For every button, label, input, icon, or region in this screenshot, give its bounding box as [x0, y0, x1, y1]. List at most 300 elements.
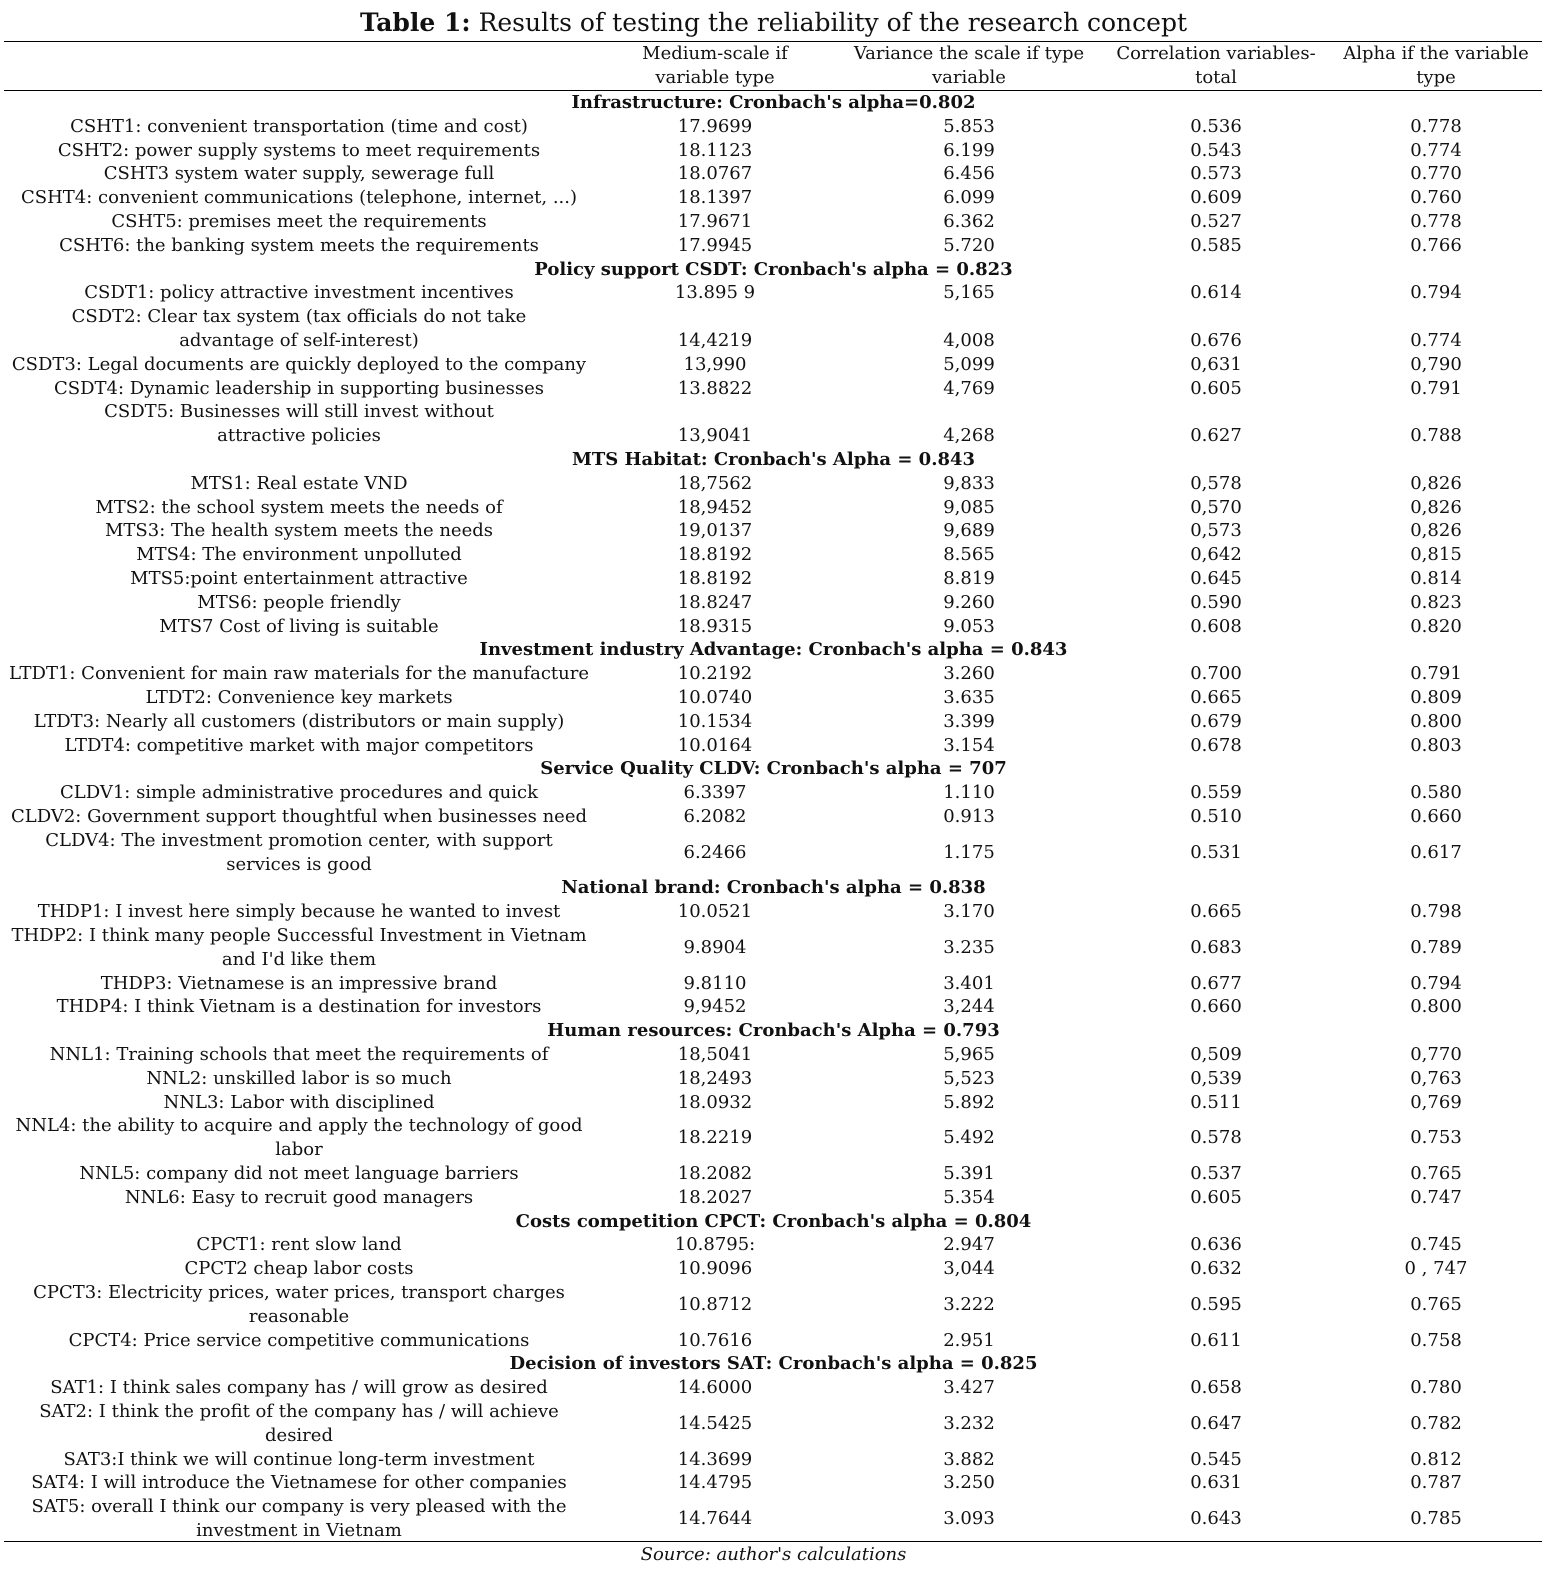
bottom-rule — [4, 1541, 1542, 1542]
section-title: Human resources: Cronbach's Alpha = 0.793 — [547, 1020, 1000, 1042]
item-label — [0, 567, 598, 591]
table-row — [0, 1162, 1547, 1186]
mean-value: 14.4795 — [677, 1472, 753, 1494]
mean-value: 18.2027 — [677, 1186, 753, 1208]
table-row — [0, 1043, 1547, 1067]
table-row — [0, 543, 1547, 567]
section-title: MTS Habitat: Cronbach's Alpha = 0.843 — [571, 449, 976, 470]
alpha-value: 0.794 — [1410, 282, 1462, 304]
variance-value: 4,268 — [943, 424, 995, 446]
mean-value: 18,7562 — [677, 472, 753, 494]
item-label-line: CSHT6: the banking system meets the requirements — [59, 234, 539, 256]
mean-value: 18.2082 — [677, 1162, 753, 1184]
alpha-value: 0.780 — [1410, 1377, 1462, 1399]
table-row — [0, 1233, 1547, 1257]
table-row — [0, 400, 1547, 448]
correlation-value: 0.609 — [1190, 187, 1242, 209]
item-label-line: SAT2: I think the profit of the company has / will achieve — [39, 1400, 559, 1422]
mean-value: 10.9096 — [677, 1258, 753, 1280]
item-label-line: THDP1: I invest here simply because he wanted to invest — [37, 901, 561, 923]
alpha-value: 0.765 — [1410, 1293, 1462, 1315]
item-label — [0, 734, 598, 758]
variance-value: 5.720 — [943, 234, 995, 256]
header-mean-line2: variable type — [655, 67, 775, 88]
variance-value: 3.635 — [943, 686, 995, 708]
item-label — [0, 1067, 598, 1091]
correlation-value: 0,642 — [1190, 544, 1242, 566]
correlation-value: 0.643 — [1190, 1507, 1242, 1529]
variance-value: 3.232 — [943, 1412, 995, 1434]
item-label — [0, 924, 598, 972]
item-label — [0, 1376, 598, 1400]
alpha-value: 0,763 — [1410, 1067, 1462, 1089]
item-label-line: SAT1: I think sales company has / will grow as desired — [50, 1377, 548, 1399]
correlation-value: 0.700 — [1190, 663, 1242, 685]
alpha-value: 0.747 — [1410, 1186, 1462, 1208]
item-label — [0, 591, 598, 615]
item-label-line: CSHT5: premises meet the requirements — [111, 210, 487, 232]
table-row — [0, 139, 1547, 163]
mean-value: 18,2493 — [677, 1067, 753, 1089]
mean-value: 13,990 — [683, 353, 747, 375]
item-label — [0, 995, 598, 1019]
alpha-value: 0,815 — [1410, 544, 1462, 566]
section-title: National brand: Cronbach's alpha = 0.838 — [561, 877, 986, 899]
item-label — [0, 543, 598, 567]
item-label — [0, 1043, 598, 1067]
alpha-value: 0.660 — [1410, 805, 1462, 827]
correlation-value: 0,631 — [1190, 353, 1242, 375]
correlation-value: 0.665 — [1190, 686, 1242, 708]
mean-value: 18.1123 — [677, 139, 753, 161]
correlation-value: 0.559 — [1190, 782, 1242, 804]
alpha-value: 0,826 — [1410, 496, 1462, 518]
table-row — [0, 1448, 1547, 1472]
item-label — [0, 686, 598, 710]
item-label-line: CSHT3 system water supply, sewerage full — [103, 163, 495, 185]
item-label-line: NNL1: Training schools that meet the requirements of — [49, 1043, 549, 1065]
table-row — [0, 186, 1547, 210]
mean-value: 18.8192 — [677, 544, 753, 566]
alpha-value: 0 , 747 — [1404, 1258, 1468, 1280]
variance-value: 5,523 — [943, 1067, 995, 1089]
item-label — [0, 1495, 598, 1543]
table-row — [0, 519, 1547, 543]
item-label-line: desired — [265, 1424, 333, 1446]
variance-value: 3.250 — [943, 1472, 995, 1494]
mean-value: 10.0164 — [677, 734, 753, 756]
mean-value: 18.0767 — [677, 163, 753, 185]
alpha-value: 0.789 — [1410, 936, 1462, 958]
mean-value: 6.2466 — [683, 841, 747, 863]
mean-value: 19,0137 — [677, 520, 753, 542]
item-label — [0, 1281, 598, 1329]
variance-value: 6.199 — [943, 139, 995, 161]
correlation-value: 0.665 — [1190, 901, 1242, 923]
header-correlation-line2: total — [1195, 67, 1237, 88]
alpha-value: 0.791 — [1410, 663, 1462, 685]
correlation-value: 0.590 — [1190, 591, 1242, 613]
item-label-line: CSHT2: power supply systems to meet requirements — [57, 139, 541, 161]
variance-value: 3.399 — [943, 710, 995, 732]
table-row — [0, 162, 1547, 186]
item-label — [0, 662, 598, 686]
table-row — [0, 781, 1547, 805]
variance-value: 9,085 — [943, 496, 995, 518]
correlation-value: 0.614 — [1190, 282, 1242, 304]
mean-value: 18.9315 — [677, 615, 753, 637]
correlation-value: 0.527 — [1190, 210, 1242, 232]
item-label-line: CSDT4: Dynamic leadership in supporting businesses — [53, 377, 545, 399]
section-title: Policy support CSDT: Cronbach's alpha = 0.823 — [534, 258, 1013, 280]
alpha-value: 0,790 — [1410, 353, 1462, 375]
alpha-value: 0.823 — [1410, 591, 1462, 613]
correlation-value: 0.645 — [1190, 567, 1242, 589]
table-row — [0, 281, 1547, 305]
item-label — [0, 377, 598, 401]
mean-value: 10.8712 — [677, 1293, 753, 1315]
alpha-value: 0.787 — [1410, 1472, 1462, 1494]
mean-value: 17.9671 — [677, 210, 753, 232]
alpha-value: 0.760 — [1410, 187, 1462, 209]
mean-value: 18.1397 — [677, 187, 753, 209]
correlation-value: 0.585 — [1190, 234, 1242, 256]
item-label — [0, 781, 598, 805]
variance-value: 5,165 — [943, 282, 995, 304]
mean-value: 18.8247 — [677, 591, 753, 613]
item-label — [0, 1448, 598, 1472]
alpha-value: 0.803 — [1410, 734, 1462, 756]
table-row — [0, 900, 1547, 924]
item-label — [0, 710, 598, 734]
item-label-line: THDP3: Vietnamese is an impressive brand — [100, 972, 498, 994]
mean-value: 10.7616 — [677, 1329, 753, 1351]
correlation-value: 0.677 — [1190, 972, 1242, 994]
item-label-line: MTS1: Real estate VND — [190, 472, 408, 494]
table-row — [0, 1281, 1547, 1329]
item-label — [0, 210, 598, 234]
section-title: Infrastructure: Cronbach's alpha=0.802 — [571, 92, 976, 113]
item-label-line: and I'd like them — [221, 948, 377, 970]
header-variance-line2: variable — [932, 67, 1006, 88]
variance-value: 6.362 — [943, 210, 995, 232]
item-label-line: MTS6: people friendly — [197, 591, 401, 613]
item-label — [0, 1186, 598, 1210]
table-row — [0, 1091, 1547, 1115]
item-label-line: MTS2: the school system meets the needs of — [95, 496, 503, 518]
item-label-line: NNL4: the ability to acquire and apply the technology of good — [15, 1115, 583, 1137]
alpha-value: 0,826 — [1410, 520, 1462, 542]
alpha-value: 0.778 — [1410, 210, 1462, 232]
mean-value: 18.2219 — [677, 1127, 753, 1149]
item-label — [0, 353, 598, 377]
item-label-line: LTDT1: Convenient for main raw materials for the manufacture — [9, 663, 589, 685]
variance-value: 3,244 — [943, 996, 995, 1018]
item-label-line: SAT3:I think we will continue long-term investment — [63, 1448, 535, 1470]
mean-value: 10.8795: — [674, 1234, 756, 1256]
variance-value: 4,769 — [943, 377, 995, 399]
variance-value: 9,833 — [943, 472, 995, 494]
alpha-value: 0.782 — [1410, 1412, 1462, 1434]
mean-value: 18,9452 — [677, 496, 753, 518]
mean-value: 14.5425 — [677, 1412, 753, 1434]
table-row — [0, 1067, 1547, 1091]
item-label — [0, 186, 598, 210]
alpha-value: 0.814 — [1410, 567, 1462, 589]
alpha-value: 0.766 — [1410, 234, 1462, 256]
item-label-line: CLDV4: The investment promotion center, with support — [45, 829, 553, 851]
item-label-line: NNL5: company did not meet language barriers — [79, 1162, 519, 1184]
alpha-value: 0.774 — [1410, 329, 1462, 351]
table-row — [0, 1495, 1547, 1543]
variance-value: 1.175 — [943, 841, 995, 863]
table-row — [0, 115, 1547, 139]
alpha-value: 0.778 — [1410, 115, 1462, 137]
item-label — [0, 1400, 598, 1448]
table-title-label: Table 1: — [359, 8, 471, 37]
item-label — [0, 805, 598, 829]
item-label-line: THDP2: I think many people Successful Investment in Vietnam — [11, 924, 587, 946]
correlation-value: 0,539 — [1190, 1067, 1242, 1089]
mean-value: 18.0932 — [677, 1091, 753, 1113]
mean-value: 10.1534 — [677, 710, 753, 732]
alpha-value: 0,826 — [1410, 472, 1462, 494]
item-label-line: NNL2: unskilled labor is so much — [146, 1067, 452, 1089]
item-label-line: CPCT3: Electricity prices, water prices, transport charges — [33, 1281, 565, 1303]
item-label — [0, 234, 598, 258]
correlation-value: 0.658 — [1190, 1377, 1242, 1399]
correlation-value: 0.595 — [1190, 1293, 1242, 1315]
variance-value: 5,099 — [943, 353, 995, 375]
variance-value: 1.110 — [943, 782, 995, 804]
table-row — [0, 710, 1547, 734]
item-label-line: CSDT3: Legal documents are quickly deployed to the company — [11, 353, 587, 375]
item-label — [0, 1233, 598, 1257]
correlation-value: 0.627 — [1190, 424, 1242, 446]
table-row — [0, 995, 1547, 1019]
table-row — [0, 305, 1547, 353]
item-label — [0, 305, 598, 353]
correlation-value: 0.545 — [1190, 1448, 1242, 1470]
variance-value: 9.260 — [943, 591, 995, 613]
table-row — [0, 567, 1547, 591]
item-label — [0, 1114, 598, 1162]
variance-value: 3.882 — [943, 1448, 995, 1470]
alpha-value: 0.785 — [1410, 1507, 1462, 1529]
table-row — [0, 353, 1547, 377]
mean-value: 18,5041 — [677, 1043, 753, 1065]
alpha-value: 0.753 — [1410, 1127, 1462, 1149]
item-label-line: NNL6: Easy to recruit good managers — [124, 1186, 474, 1208]
table-row — [0, 1471, 1547, 1495]
correlation-value: 0.605 — [1190, 1186, 1242, 1208]
alpha-value: 0.788 — [1410, 424, 1462, 446]
table-row — [0, 1257, 1547, 1281]
mean-value: 10.2192 — [677, 663, 753, 685]
correlation-value: 0.678 — [1190, 734, 1242, 756]
variance-value: 3.093 — [943, 1507, 995, 1529]
item-label-line: SAT5: overall I think our company is very pleased with the — [31, 1495, 567, 1517]
alpha-value: 0.809 — [1410, 686, 1462, 708]
item-label-line: MTS5:point entertainment attractive — [130, 567, 468, 589]
item-label-line: LTDT4: competitive market with major competitors — [64, 734, 534, 756]
mean-value: 9,9452 — [683, 996, 747, 1018]
item-label — [0, 972, 598, 996]
table-row — [0, 829, 1547, 877]
mean-value: 17.9699 — [677, 115, 753, 137]
correlation-value: 0.647 — [1190, 1412, 1242, 1434]
variance-value: 5.892 — [943, 1091, 995, 1113]
item-label — [0, 1329, 598, 1353]
correlation-value: 0,509 — [1190, 1043, 1242, 1065]
alpha-value: 0,770 — [1410, 1043, 1462, 1065]
mean-value: 13.895 9 — [674, 282, 756, 304]
mean-value: 6.3397 — [683, 782, 747, 804]
correlation-value: 0.511 — [1190, 1091, 1242, 1113]
item-label-line: services is good — [226, 853, 372, 875]
item-label — [0, 162, 598, 186]
table-row — [0, 686, 1547, 710]
item-label-line: CPCT1: rent slow land — [196, 1234, 402, 1256]
alpha-value: 0.774 — [1410, 139, 1462, 161]
item-label-line: CLDV2: Government support thoughtful when businesses need — [10, 805, 588, 827]
alpha-value: 0.820 — [1410, 615, 1462, 637]
variance-value: 5,965 — [943, 1043, 995, 1065]
alpha-value: 0.580 — [1410, 782, 1462, 804]
correlation-value: 0.510 — [1190, 805, 1242, 827]
mean-value: 14.7644 — [677, 1507, 753, 1529]
header-correlation-line1: Correlation variables- — [1116, 43, 1316, 64]
item-label-line: LTDT2: Convenience key markets — [145, 686, 453, 708]
mean-value: 14,4219 — [677, 329, 753, 351]
table-row — [0, 734, 1547, 758]
variance-value: 3.260 — [943, 663, 995, 685]
item-label-line: investment in Vietnam — [196, 1519, 402, 1541]
mean-value: 13,9041 — [677, 424, 753, 446]
item-label — [0, 139, 598, 163]
mean-value: 14.3699 — [677, 1448, 753, 1470]
item-label — [0, 829, 598, 877]
table-row — [0, 377, 1547, 401]
table-row — [0, 615, 1547, 639]
variance-value: 3.401 — [943, 972, 995, 994]
item-label-line: LTDT3: Nearly all customers (distributors or main supply) — [33, 710, 565, 732]
alpha-value: 0.812 — [1410, 1448, 1462, 1470]
table-row — [0, 1376, 1547, 1400]
correlation-value: 0,578 — [1190, 472, 1242, 494]
item-label-line: reasonable — [248, 1305, 350, 1327]
variance-value: 5.354 — [943, 1186, 995, 1208]
item-label-line: MTS4: The environment unpolluted — [136, 544, 462, 566]
variance-value: 5.391 — [943, 1162, 995, 1184]
variance-value: 8.819 — [943, 567, 995, 589]
header-variance — [849, 43, 1089, 89]
item-label-line: CLDV1: simple administrative procedures and quick — [59, 782, 539, 804]
correlation-value: 0.632 — [1190, 1258, 1242, 1280]
correlation-value: 0.605 — [1190, 377, 1242, 399]
item-label-line: CPCT4: Price service competitive communications — [68, 1329, 530, 1351]
mean-value: 18.8192 — [677, 567, 753, 589]
alpha-value: 0,769 — [1410, 1091, 1462, 1113]
mean-value: 9.8904 — [683, 936, 747, 958]
variance-value: 5.853 — [943, 115, 995, 137]
item-label — [0, 115, 598, 139]
alpha-value: 0.765 — [1410, 1162, 1462, 1184]
table-row — [0, 662, 1547, 686]
alpha-value: 0.800 — [1410, 996, 1462, 1018]
table-row — [0, 805, 1547, 829]
item-label — [0, 519, 598, 543]
variance-value: 9.053 — [943, 615, 995, 637]
header-variance-line1: Variance the scale if type — [853, 43, 1085, 64]
variance-value: 3,044 — [943, 1258, 995, 1280]
source-note: Source: author's calculations — [640, 1544, 907, 1565]
item-label — [0, 281, 598, 305]
variance-value: 3.427 — [943, 1377, 995, 1399]
header-alpha — [1326, 43, 1546, 89]
item-label-line: advantage of self-interest) — [179, 329, 419, 351]
variance-value: 9,689 — [943, 520, 995, 542]
item-label-line: CSHT4: convenient communications (telephone, internet, ...) — [20, 187, 578, 209]
section-title: Decision of investors SAT: Cronbach's alpha = 0.825 — [509, 1353, 1038, 1375]
alpha-value: 0.798 — [1410, 901, 1462, 923]
mean-value: 10.0521 — [677, 901, 753, 923]
item-label — [0, 900, 598, 924]
item-label — [0, 615, 598, 639]
item-label — [0, 400, 598, 448]
correlation-value: 0.683 — [1190, 936, 1242, 958]
variance-value: 6.099 — [943, 187, 995, 209]
item-label-line: labor — [275, 1139, 323, 1161]
table-row — [0, 1329, 1547, 1353]
table-row — [0, 472, 1547, 496]
item-label-line: attractive policies — [217, 425, 381, 447]
correlation-value: 0.660 — [1190, 996, 1242, 1018]
variance-value: 5.492 — [943, 1127, 995, 1149]
mean-value: 13.8822 — [677, 377, 753, 399]
header-mean-line1: Medium-scale if — [642, 43, 788, 64]
variance-value: 3.235 — [943, 936, 995, 958]
item-label-line: CSDT1: policy attractive investment incentives — [84, 282, 514, 304]
item-label-line: MTS3: The health system meets the needs — [104, 520, 493, 542]
item-label-line: NNL3: Labor with disciplined — [163, 1091, 435, 1113]
table-row — [0, 972, 1547, 996]
table-row — [0, 924, 1547, 972]
table-title — [0, 6, 1547, 40]
item-label — [0, 496, 598, 520]
header-correlation — [1106, 43, 1326, 89]
item-label-line: CSDT2: Clear tax system (tax officials do not take — [71, 305, 527, 327]
variance-value: 2.951 — [943, 1329, 995, 1351]
item-label — [0, 1257, 598, 1281]
correlation-value: 0.631 — [1190, 1472, 1242, 1494]
item-label — [0, 1471, 598, 1495]
correlation-value: 0,570 — [1190, 496, 1242, 518]
mean-value: 14.6000 — [677, 1377, 753, 1399]
item-label — [0, 1162, 598, 1186]
alpha-value: 0.758 — [1410, 1329, 1462, 1351]
header-mean — [615, 43, 815, 89]
correlation-value: 0.543 — [1190, 139, 1242, 161]
alpha-value: 0.800 — [1410, 710, 1462, 732]
variance-value: 8.565 — [943, 544, 995, 566]
correlation-value: 0.578 — [1190, 1127, 1242, 1149]
table-row — [0, 591, 1547, 615]
alpha-value: 0.770 — [1410, 163, 1462, 185]
alpha-value: 0.617 — [1410, 841, 1462, 863]
variance-value: 3.222 — [943, 1293, 995, 1315]
section-title: Costs competition CPCT: Cronbach's alpha = 0.804 — [515, 1210, 1032, 1232]
